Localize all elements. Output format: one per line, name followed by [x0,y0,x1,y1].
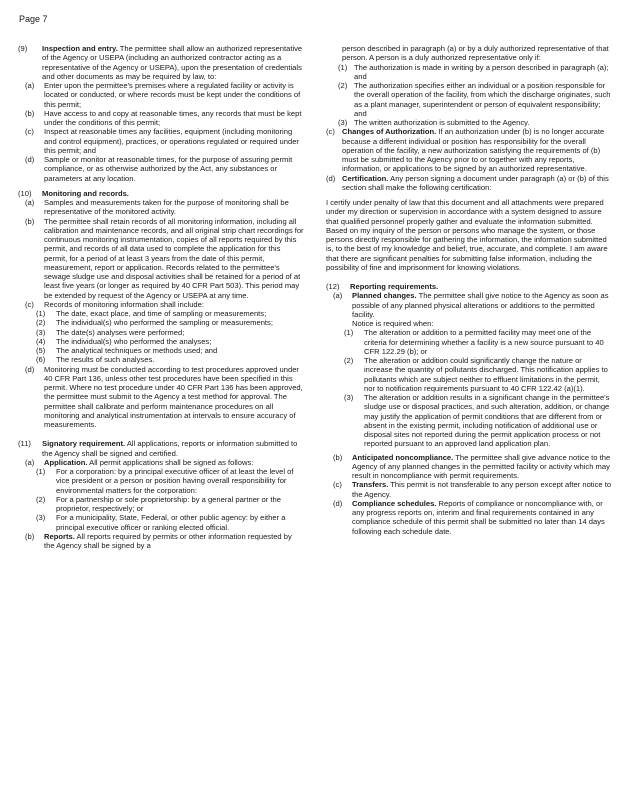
section-9-item-d [18,155,304,183]
item-text: The date(s) analyses were performed; [56,327,185,337]
section-10-c-item-1 [18,309,304,318]
section-11-b-item-2 [326,81,612,118]
section-10-c-item-5 [18,346,304,355]
item-marker: (c) [25,299,34,309]
item-text: The results of such analyses. [56,355,155,365]
item-text: If an authorization under (b) is no longer accurate because a different individual or position has responsibility for the overall operation of the facility, a new authorization satisfying the requirements of (b) must be submitted to the Agency prior to or together with any reports, information, or applications to be signed by an authorized representative. [342,127,605,174]
item-text: Notice is required when: [352,319,434,328]
item-text: Inspect at reasonable times any facilities, equipment (including monitoring and control equipment), practices, or operations regulated or required under this permit; and [44,127,299,155]
certification-statement: I certify under penalty of law that this document and all attachments were prepared under my direction or supervision in accordance with a system designed to assure that qualified personnel properly gather and evaluate the information submitted. Based on my inquiry of the person or persons who manage the system, or those persons directly responsible for gathering the information, the information submitted is, to the best of my knowledge and belief, true, accurate, and complete. I am aware that there are significant penalties for submitting false information, including the possibility of fine and imprisonment for knowing violations. [326,198,608,272]
item-heading: Certification. [342,173,389,183]
item-heading: Transfers. [352,480,389,490]
section-10-item-d [18,365,304,430]
section-12-item-c [326,480,612,499]
item-marker: (a) [25,81,35,90]
item-marker: (3) [36,513,46,523]
item-text: All reports required by permits or other information requested by the Agency shall be signed by a [44,531,292,550]
item-text: Reports of compliance or noncompliance with, or any progress reports on, interim and final requirements contained in any compliance schedule of this permit shall be submitted no later than 14 days following each schedule date. [352,498,605,536]
item-marker: (d) [326,173,336,183]
item-text: This permit is not transferable to any person except after notice to the Agency. [352,480,612,499]
section-9-number: (9) [18,44,28,53]
section-11 [18,439,304,458]
section-11-item-b [18,532,304,551]
page-number: Page 7 [19,14,48,24]
item-marker: (a) [25,198,35,207]
item-text: Any person signing a document under paragraph (a) or (b) of this section shall make the following certification: [342,173,609,192]
item-text: For a corporation: by a principal executive officer of at least the level of vice president or a person or position having overall responsibility for environmental matters for the corporation: [56,467,294,495]
section-11-item-d [326,174,612,193]
section-11-b-item-3 [326,118,612,127]
item-text: All permit applications shall be signed as follows: [89,457,254,467]
section-10-c-item-2 [18,318,304,327]
section-10-c-item-6 [18,355,304,364]
item-text: The individual(s) who performed the analyses; [56,336,212,346]
item-text: The analytical techniques or methods used; and [56,346,218,355]
section-10-heading: Monitoring and records. [42,188,129,198]
section-12-number: (12) [326,282,340,291]
item-heading: Anticipated noncompliance. [352,452,454,462]
item-text: The permittee shall give notice to the Agency as soon as possible of any planned physical alterations or additions to the permitted facility. [352,291,609,319]
section-11-item-a [18,458,304,467]
item-heading: Application. [44,457,88,467]
item-marker: (b) [25,531,35,541]
section-12-item-b [326,453,612,481]
section-10-c-item-3 [18,328,304,337]
section-11-b-item-1 [326,63,612,82]
item-marker: (4) [36,336,46,346]
item-text: The permittee shall give advance notice to the Agency of any planned changes in the permitted facility or activity which may result in noncompliance with permit requirements. [352,452,611,480]
item-text: Have access to and copy at reasonable times, any records that must be kept under the conditions of this permit; [44,108,302,127]
item-marker: (3) [344,393,354,402]
section-10-item-a [18,198,304,217]
section-9-heading: Inspection and entry. [42,44,118,53]
item-marker: (1) [344,328,354,338]
section-12-a-item-3 [326,393,612,449]
section-9-text: The permittee shall allow an authorized representative of the Agency or USEPA (including an authorized contractor acting as a representative of the Agency or USEPA), upon the presentation of credentials and other documents as may be required by law, to: [42,44,303,81]
section-12-item-a [326,291,612,319]
section-12 [326,282,612,291]
right-column [326,44,612,536]
item-heading: Changes of Authorization. [342,127,437,137]
item-heading: Compliance schedules. [352,498,437,508]
item-marker: (b) [333,452,343,462]
item-text: person described in paragraph (a) or by a duly authorized representative of that person. A person is a duly authorized representative only if: [342,44,609,63]
item-heading: Reports. [44,531,75,541]
item-text: For a municipality, State, Federal, or other public agency: by either a principal executive officer or ranking elected official. [56,513,286,532]
item-text: The permittee shall retain records of all monitoring information, including all calibration and maintenance records, and all original strip chart recordings for continuous monitoring instrumentation, copies of all reports required by this permit, and records of all data used to complete the application for this permit, for a period of at least 3 years from the date of this permit, measurement, report or application. Records related to the permittee's sewage sludge use and disposal activities shall be retained for a period of at least five years (or longer as required by 40 CFR Part 503). This period may be extended by request of the Agency or USEPA at any time. [44,216,304,300]
item-marker: (2) [36,318,46,328]
section-11-text: All applications, reports or information submitted to the Agency shall be signed and certified. [42,439,298,458]
section-11-heading: Signatory requirement. [42,439,126,449]
section-9-item-b [18,109,304,128]
item-marker: (c) [326,127,335,137]
item-marker: (2) [344,356,354,365]
item-marker: (d) [333,498,343,508]
section-12-a-item-2 [326,356,612,393]
item-text: The authorization is made in writing by a person described in paragraph (a); and [354,62,609,81]
section-12-heading: Reporting requirements. [350,282,439,291]
section-11-a-item-2 [18,495,304,514]
item-text: The alteration or addition results in a significant change in the permittee's sludge use or disposal practices, and such alteration, addition, or change may justify the application of permit conditions that are different from or absent in the existing permit, including notification of additional use or disposal sites not reported during the permit application process or not reported pursuant to an approved land application plan. [364,393,610,449]
section-12-a-notice [326,319,612,328]
item-text: The authorization specifies either an individual or a position responsible for the overall operation of the facility, from which the discharge originates, such as a plant manager, superintendent or person of equivalent responsibility; and [354,81,611,118]
item-marker: (1) [36,309,46,318]
item-text: Enter upon the permittee's premises where a regulated facility or activity is located or conducted, or where records must be kept under the conditions of this permit; [44,81,301,109]
item-marker: (d) [25,155,35,164]
section-10-c-item-4 [18,337,304,346]
item-marker: (d) [25,364,35,374]
item-text: For a partnership or sole proprietorship: by a general partner or the proprietor, respectively; or [56,494,281,513]
item-marker: (5) [36,346,46,355]
section-11-a-item-3 [18,513,304,532]
item-text: Records of monitoring information shall include: [44,299,204,309]
section-11-a-item-1 [18,467,304,495]
section-10 [18,189,304,198]
item-text: Sample or monitor at reasonable times, for the purpose of assuring permit compliance, or as otherwise authorized by the Act, any substances or parameters at any location. [44,155,293,183]
section-11-number: (11) [18,439,31,449]
item-marker: (a) [333,291,343,301]
item-marker: (3) [338,118,348,127]
item-marker: (3) [36,327,46,337]
section-12-a-item-1 [326,328,612,356]
section-9-item-c [18,127,304,155]
item-marker: (b) [25,216,35,226]
item-marker: (2) [338,81,348,90]
section-9 [18,44,304,81]
section-9-item-a [18,81,304,109]
section-12-item-d [326,499,612,536]
item-marker: (c) [25,127,34,137]
item-text: Samples and measurements taken for the purpose of monitoring shall be representative of the monitored activity. [44,198,289,217]
item-text: The date, exact place, and time of sampling or measurements; [56,309,267,318]
item-marker: (c) [333,480,342,490]
item-marker: (1) [338,62,348,72]
item-text: Monitoring must be conducted according to test procedures approved under 40 CFR Part 136, unless other test procedures have been specified in this permit. Where no test procedure under 40 CFR Part 136 has been approved, the permittee must submit to the Agency a test method for approval. The permittee shall calibrate and perform maintenance procedures on all monitoring and analytical instrumentation at intervals to ensure accuracy of measurements. [44,364,303,429]
item-marker: (1) [36,467,46,476]
section-10-item-c [18,300,304,309]
section-11-item-c [326,127,612,173]
item-text: The alteration or addition could significantly change the nature or increase the quantity of pollutants discharged. This notification applies to pollutants which are subject neither to effluent limitations in the permit, nor to notification requirements pursuant to 40 CFR 122.42 (a)(1). [364,356,608,393]
item-marker: (6) [36,355,46,365]
item-text: The alteration or addition to a permitted facility may meet one of the criteria for determining whether a facility is a new source pursuant to 40 CFR 122.29 (b); or [364,328,604,356]
section-10-number: (10) [18,188,32,198]
item-text: The written authorization is submitted to the Agency. [354,118,530,127]
left-column [18,44,304,550]
item-marker: (2) [36,494,46,504]
item-marker: (b) [25,108,35,118]
item-heading: Planned changes. [352,291,417,301]
item-marker: (a) [25,457,35,467]
section-11-b-continued [326,44,612,63]
section-10-item-b [18,217,304,300]
item-text: The individual(s) who performed the sampling or measurements; [56,318,273,328]
